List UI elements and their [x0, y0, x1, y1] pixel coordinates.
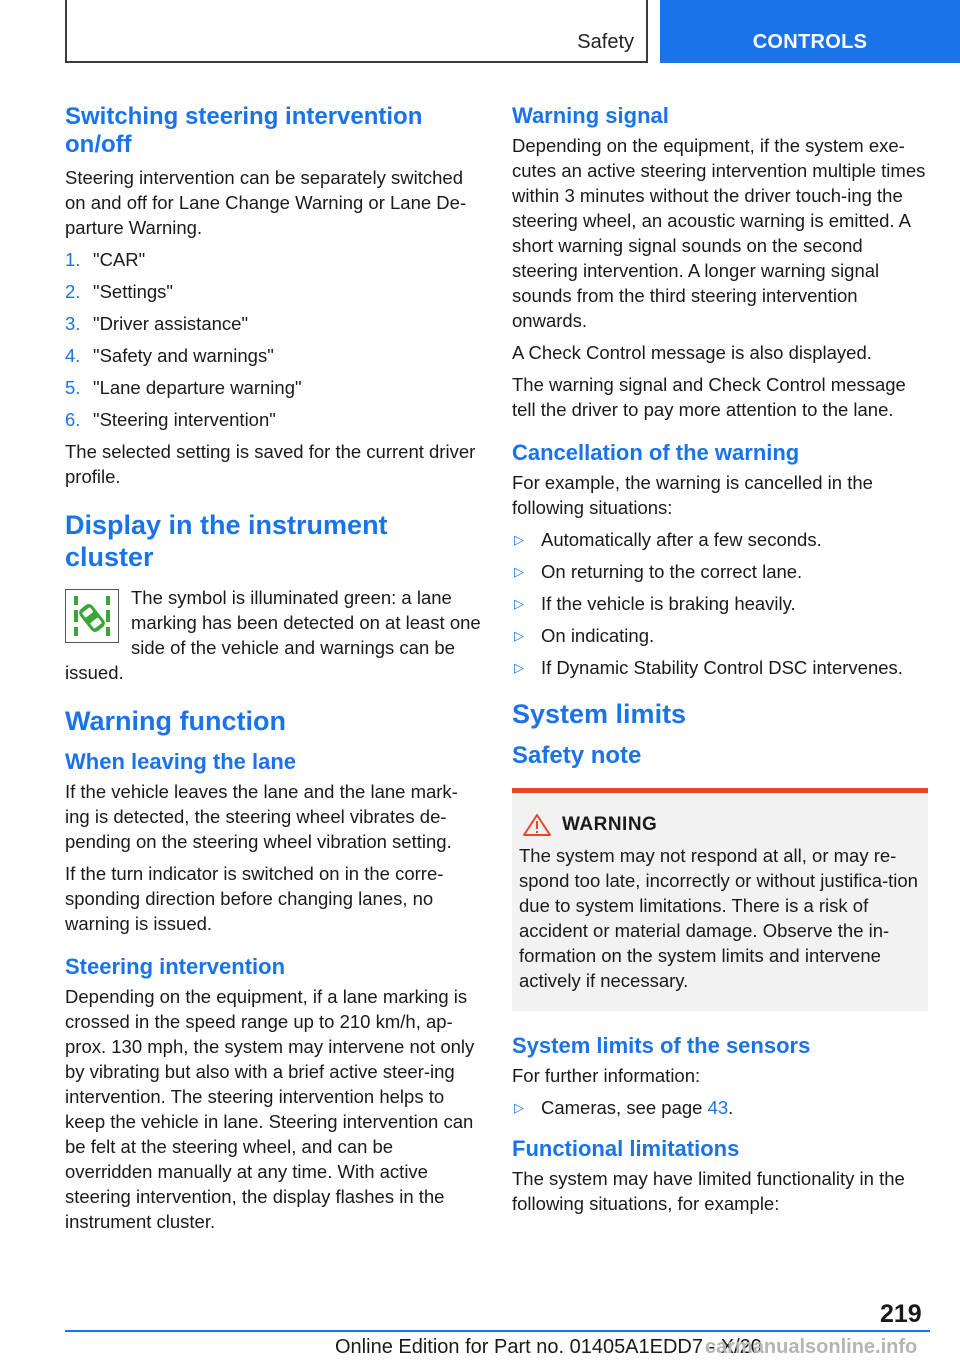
switching-steps: [65, 247, 481, 432]
cancellation-intro: For example, the warning is cancelled in the following situations:: [512, 472, 873, 518]
step-text: "Safety and warnings": [93, 345, 274, 366]
sensors-item-suffix: .: [728, 1097, 734, 1118]
step-text: "Settings": [93, 281, 173, 302]
footer-divider: [65, 1330, 930, 1332]
list-item-text: If Dynamic Stability Control DSC intervenes.: [541, 657, 903, 678]
warning-signal-p1: Depending on the equipment, if the system exe-cutes an active steering intervention multiple times within 3 minutes without the driver touch-ing the steering wheel, an acoustic warning is emitted. A short warning signal sounds on the second steering intervention. A longer warning signal sounds from the third steering intervention onwards.: [512, 135, 926, 331]
cancellation-list: [512, 527, 928, 680]
step-text: "Lane departure warning": [93, 377, 302, 398]
list-item-text: If the vehicle is braking heavily.: [541, 593, 796, 614]
step-item: [65, 279, 481, 304]
warning-header: [519, 813, 918, 837]
triangle-bullet-icon: ▷: [514, 1100, 524, 1115]
step-number: 6.: [65, 409, 81, 430]
warning-signal-heading: Warning signal: [512, 103, 669, 128]
step-number: 4.: [65, 345, 81, 366]
steering-intervention-text: Depending on the equipment, if a lane marking is crossed in the speed range up to 210 km/h, ap-prox. 130 mph, the system may intervene not only by vibrating but also with a brief active steer-ing intervention. The steering intervention helps to keep the vehicle in lane. Steering intervention can be felt at the steering wheel, and can be overridden manually at any time. With active steering intervention, the display flashes in the instrument cluster.: [65, 986, 475, 1232]
step-item: [65, 311, 481, 336]
step-item: [65, 247, 481, 272]
warning-signal-p3: The warning signal and Check Control message tell the driver to pay more attention to the lane.: [512, 374, 906, 420]
list-item-text: Automatically after a few seconds.: [541, 529, 822, 550]
lane-departure-icon: [65, 589, 119, 643]
step-item: [65, 407, 481, 432]
cancellation-heading: Cancellation of the warning: [512, 440, 800, 465]
warning-function-heading: Warning function: [65, 706, 286, 736]
functional-limitations-intro: The system may have limited functionality in the following situations, for example:: [512, 1168, 905, 1214]
step-text: "CAR": [93, 249, 146, 270]
warning-box: [512, 788, 928, 1011]
system-limits-heading: System limits: [512, 699, 687, 729]
triangle-bullet-icon: ▷: [514, 532, 524, 547]
step-number: 1.: [65, 249, 81, 270]
safety-note-heading: Safety note: [512, 742, 642, 769]
triangle-bullet-icon: ▷: [514, 596, 524, 611]
switching-saved-note: The selected setting is saved for the current driver profile.: [65, 441, 476, 487]
step-item: [65, 375, 481, 400]
sensors-heading: System limits of the sensors: [512, 1033, 811, 1058]
triangle-bullet-icon: ▷: [514, 660, 524, 675]
list-item: [512, 591, 928, 616]
leaving-lane-p1: If the vehicle leaves the lane and the lane mark-ing is detected, the steering wheel vibrates de-pending on the steering wheel vibration setting.: [65, 781, 458, 852]
sensors-item-prefix: Cameras, see page: [541, 1097, 708, 1118]
display-text: The symbol is illuminated green: a lane marking has been detected on at least one side of the vehicle and warnings can be issued.: [65, 587, 481, 683]
header-section-box: [65, 0, 648, 63]
display-block: [65, 585, 481, 685]
warning-signal-p2: A Check Control message is also displayed.: [512, 342, 872, 363]
warning-text: The system may not respond at all, or may re-spond too late, incorrectly or without justifica-tion due to system limitations. There is a risk of accident or material damage. Observe the in-formation on the system limits and intervene actively if necessary.: [519, 845, 918, 991]
page-number: 219: [880, 1300, 922, 1328]
triangle-bullet-icon: ▷: [514, 628, 524, 643]
step-number: 5.: [65, 377, 81, 398]
warning-label: WARNING: [562, 814, 658, 835]
list-item-text: On indicating.: [541, 625, 655, 646]
list-item-text: On returning to the correct lane.: [541, 561, 803, 582]
header-chapter-tab: [660, 0, 960, 63]
list-item: [512, 623, 928, 648]
footer-watermark: carmanualsonline.info: [705, 1336, 918, 1358]
list-item: [512, 655, 928, 680]
leaving-lane-heading: When leaving the lane: [65, 749, 297, 774]
list-item: [512, 1095, 928, 1120]
functional-limitations-heading: Functional limitations: [512, 1136, 740, 1161]
right-column: [512, 103, 928, 1223]
step-item: [65, 343, 481, 368]
list-item-text: [541, 1095, 733, 1120]
steering-intervention-heading: Steering intervention: [65, 954, 286, 979]
left-column: [65, 103, 481, 1241]
leaving-lane-p2: If the turn indicator is switched on in the corre-sponding direction before changing lanes, no warning is issued.: [65, 863, 444, 934]
footer-edition: Online Edition for Part no. 01405A1EDD7 - X/20: [335, 1336, 762, 1358]
step-text: "Steering intervention": [93, 409, 276, 430]
header-section-title: Safety: [577, 31, 634, 53]
step-number: 2.: [65, 281, 81, 302]
triangle-bullet-icon: ▷: [514, 564, 524, 579]
list-item: [512, 527, 928, 552]
step-number: 3.: [65, 313, 81, 334]
sensors-list: [512, 1095, 928, 1120]
warning-triangle-icon: [522, 813, 552, 837]
step-text: "Driver assistance": [93, 313, 249, 334]
switching-heading: Switching steering intervention on/off: [65, 103, 423, 158]
switching-intro: Steering intervention can be separately switched on and off for Lane Change Warning or Lane De-parture Warning.: [65, 167, 467, 238]
display-heading: Display in the instrument cluster: [65, 510, 388, 572]
list-item: [512, 559, 928, 584]
sensors-intro: For further information:: [512, 1065, 701, 1086]
page-43-link[interactable]: 43: [707, 1097, 729, 1118]
header-chapter-title: CONTROLS: [752, 31, 868, 53]
